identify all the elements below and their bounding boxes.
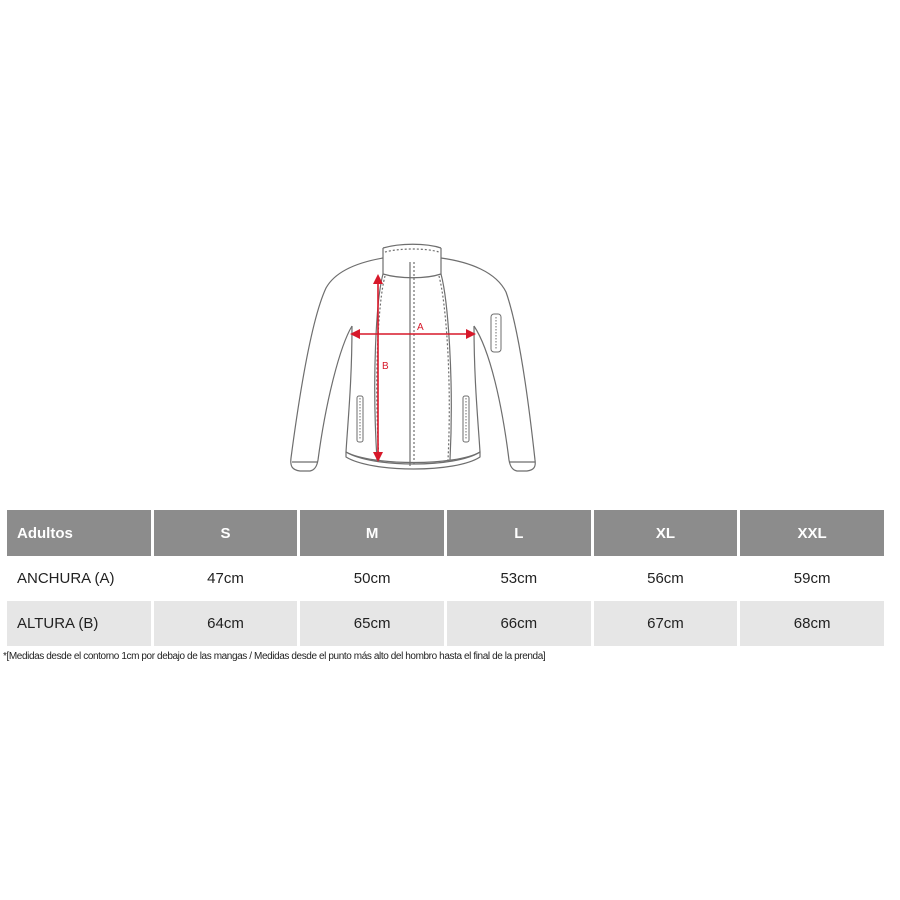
table-row-height xyxy=(7,601,884,646)
cell-value: 50cm xyxy=(300,556,444,601)
cell-value: 65cm xyxy=(300,601,444,646)
jacket-outline xyxy=(291,244,535,471)
row-label: ANCHURA (A) xyxy=(7,556,151,601)
row-label: ALTURA (B) xyxy=(7,601,151,646)
cell-value: 56cm xyxy=(594,556,738,601)
table-row-width xyxy=(7,556,884,601)
cell-value: 64cm xyxy=(154,601,298,646)
cell-value: 68cm xyxy=(740,601,884,646)
measurement-footnote: *[Medidas desde el contorno 1cm por debajo de las mangas / Medidas desde el punto más alto del hombro hasta el final de la prenda] xyxy=(3,651,546,662)
measure-a-label: A xyxy=(417,322,424,333)
header-size-s: S xyxy=(154,510,298,556)
header-size-m: M xyxy=(300,510,444,556)
header-size-xxl: XXL xyxy=(740,510,884,556)
cell-value: 53cm xyxy=(447,556,591,601)
header-size-xl: XL xyxy=(594,510,738,556)
cell-value: 59cm xyxy=(740,556,884,601)
header-category: Adultos xyxy=(7,510,151,556)
size-table-header xyxy=(7,510,884,556)
cell-value: 66cm xyxy=(447,601,591,646)
cell-value: 67cm xyxy=(594,601,738,646)
zipper xyxy=(410,262,414,466)
cell-value: 47cm xyxy=(154,556,298,601)
measure-b-label: B xyxy=(382,361,389,372)
header-size-l: L xyxy=(447,510,591,556)
size-table xyxy=(4,510,887,646)
measure-a xyxy=(350,329,476,339)
